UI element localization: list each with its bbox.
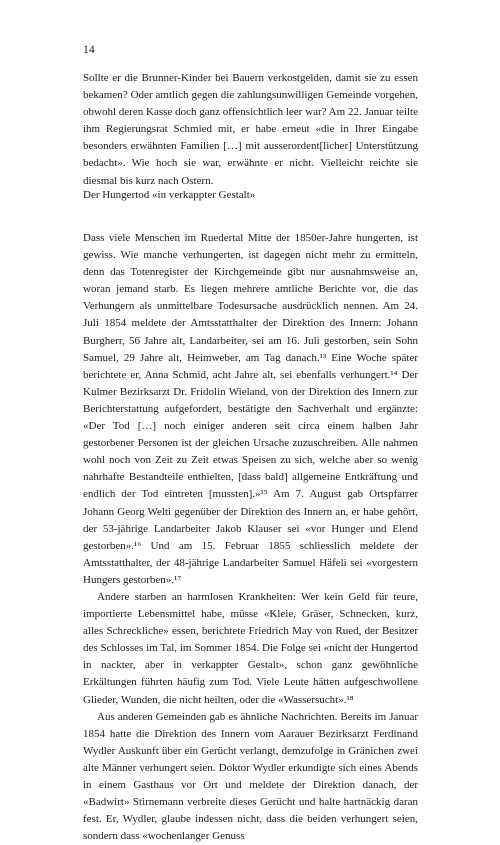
body-paragraph-1: Dass viele Menschen im Ruedertal Mitte der 1850er-Jahre hungerten, ist gewiss. Wie manche verhungerten, ist dagegen nicht mehr zu ermitteln, denn das Totenregister der Kirchgemeinde gibt nur ausnahmsweise an, woran jemand starb. Es liegen mehrere amtliche Berichte vor, die das Verhungern als unmittelbare Todesursache ausdrücklich nennen. Am 24. Juli 1854 meldete der Amtsstatthalter der Direktion des Innern: Johann Burgherr, 56 Jahre alt, Landarbeiter, sei am 16. Juli gestorben, sein Sohn Samuel, 29 Jahre alt, Heimweber, am Tag danach.¹³ Eine Woche später berichtete er, Anna Schmid, acht Jahre alt, sei ebenfalls verhungert.¹⁴ Der Kulmer Bezirksarzt Dr. Fridolin Wieland, von der Direktion des Innern zur Berichterstattung aufgefordert, bestätigte den Sachverhalt und ergänzte: «Der Tod […] noch einiger anderen seit circa einem halben Jahr gestorbener Personen ist der gleichen Ursache zuzuschreiben. Alle nahmen wohl noch von Zeit zu Zeit etwas Speisen zu sich, welche aber so wenig nahrhafte Bestandteile enthielten, [dass bald] allgemeine Entkräftung und endlich der Tod eintreten [mussten].»¹⁵ Am 7. August gab Ortspfarrer Johann Georg Welti gegenüber der Direktion des Innern an, er habe gehört, der 53-jährige Landarbeiter Jakob Klauser sei «vor Hunger und Elend gestorben».¹⁶ Und am 15. Februar 1855 schliesslich meldete der Amtsstatthalter, der 48-jährige Landarbeiter Samuel Häfeli sei «vorgestern Hungers gestorben».¹⁷ xyxy=(83,232,418,586)
intro-paragraph: Sollte er die Brunner-Kinder bei Bauern verkostgelden, damit sie zu essen bekamen? Oder amtlich gegen die zahlungsunwilligen Gemeinde vorgehen, obwohl deren Kasse doch ganz offensichtlich leer war? Am 22. Januar teilte ihm Regierungsrat Schmied mit, er habe erneut «die in Ihrer Eingabe besonders erwähnten Familien […] mit ausserordent[licher] Unterstützung bedacht». Wie hoch sie war, erwähnte er nicht. Vielleicht reichte sie diesmal bis kurz nach Ostern. xyxy=(83,72,418,187)
body-paragraph-3: Aus anderen Gemeinden gab es ähnliche Nachrichten. Bereits im Januar 1854 hatte die Direktion des Innern vom Aarauer Bezirksarzt Ferdinand Wydler Auskunft über ein Gerücht verlangt, demzufolge in Gränichen zwei alte Männer verhungert seien. Doktor Wydler erkundigte sich eines Abends in einem Gasthaus vor Ort und meldete der Direktion danach, der «Badwirt» Stirnemann verbreite dieses Gerücht und halte hartnäckig daran fest. Er, Wydler, glaube indessen nicht, dass die beiden verhungert seien, sondern dass «wochenlanger Genuss xyxy=(83,710,418,843)
section-heading: Der Hungertod «in verkappter Gestalt» xyxy=(83,189,256,201)
page-number: 14 xyxy=(83,44,96,56)
body-paragraph-2: Andere starben an harmlosen Krankheiten: Wer kein Geld für teure, importierte Lebensmittel habe, müsse «Kleie, Gräser, Schnecken, kurz, alles Schreckliche» essen, berichtete Friedrich May von Rued, der Besitzer des Schlosses im Tal, im Sommer 1854. Die Folge sei «nicht der Hungertod in nackter, aber in verkappter Gestalt», schon ganz gewöhnliche Erkältungen führten häufig zum Tod. Viele Leute hätten aufgeschwollene Glieder, Wunden, die nicht heilten, oder die «Wassersucht».¹⁸ xyxy=(83,590,418,706)
intro-text-block xyxy=(83,70,418,190)
section-body xyxy=(83,230,418,845)
